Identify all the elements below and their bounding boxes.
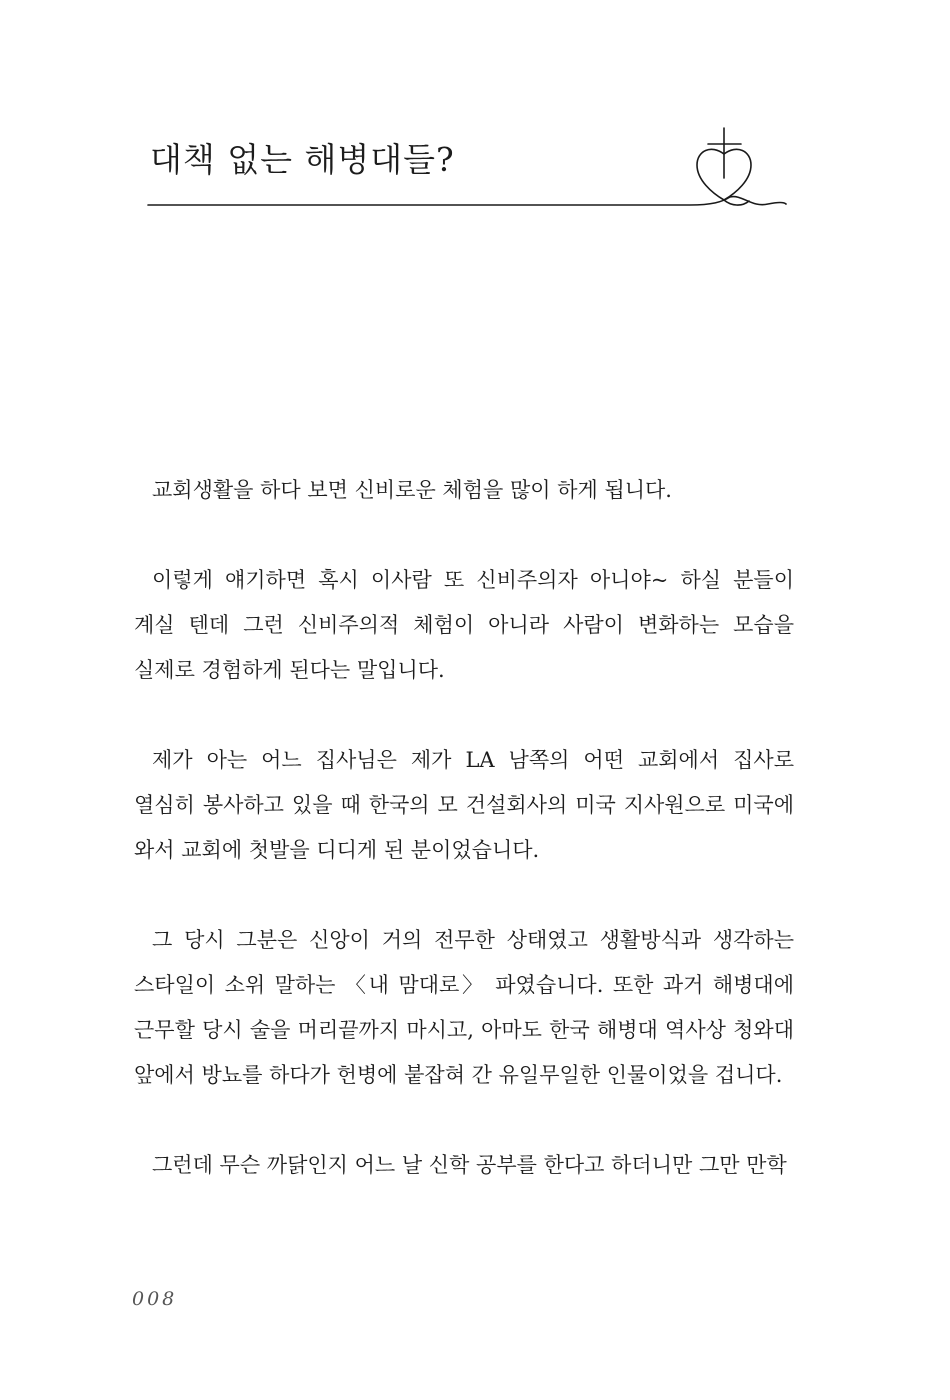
page-number: 008 [132, 1288, 178, 1310]
paragraph: 교회생활을 하다 보면 신비로운 체험을 많이 하게 됩니다. [152, 478, 672, 502]
title-underline [148, 197, 786, 205]
chapter-title: 대책 없는 해병대들? [150, 140, 455, 179]
paragraph: 제가 아는 어느 집사님은 제가 LA 남쪽의 어떤 교회에서 집사로 열심히 봉사하고 있을 때 한국의 모 건설회사의 미국 지사원으로 미국에 와서 교회에 첫발을 디디게 된 분이었습니다. [134, 748, 794, 862]
cross-heart-icon [697, 128, 751, 205]
paragraph: 그런데 무슨 까닭인지 어느 날 신학 공부를 한다고 하더니만 그만 만학 [152, 1153, 787, 1177]
title-decoration [0, 0, 950, 260]
paragraph: 이렇게 얘기하면 혹시 이사람 또 신비주의자 아니야~ 하실 분들이 계실 텐데 그런 신비주의적 체험이 아니라 사람이 변화하는 모습을 실제로 경험하게 된다는 말입니다. [134, 568, 794, 682]
body-text [134, 468, 794, 1188]
paragraph: 그 당시 그분은 신앙이 거의 전무한 상태였고 생활방식과 생각하는 스타일이 소위 말하는 〈내 맘대로〉 파였습니다. 또한 과거 해병대에 근무할 당시 술을 머리끝까지 마시고, 아마도 한국 해병대 역사상 청와대 앞에서 방뇨를 하다가 헌병에 붙잡혀 간 유일무일한 인물이었을 겁니다. [134, 928, 794, 1087]
